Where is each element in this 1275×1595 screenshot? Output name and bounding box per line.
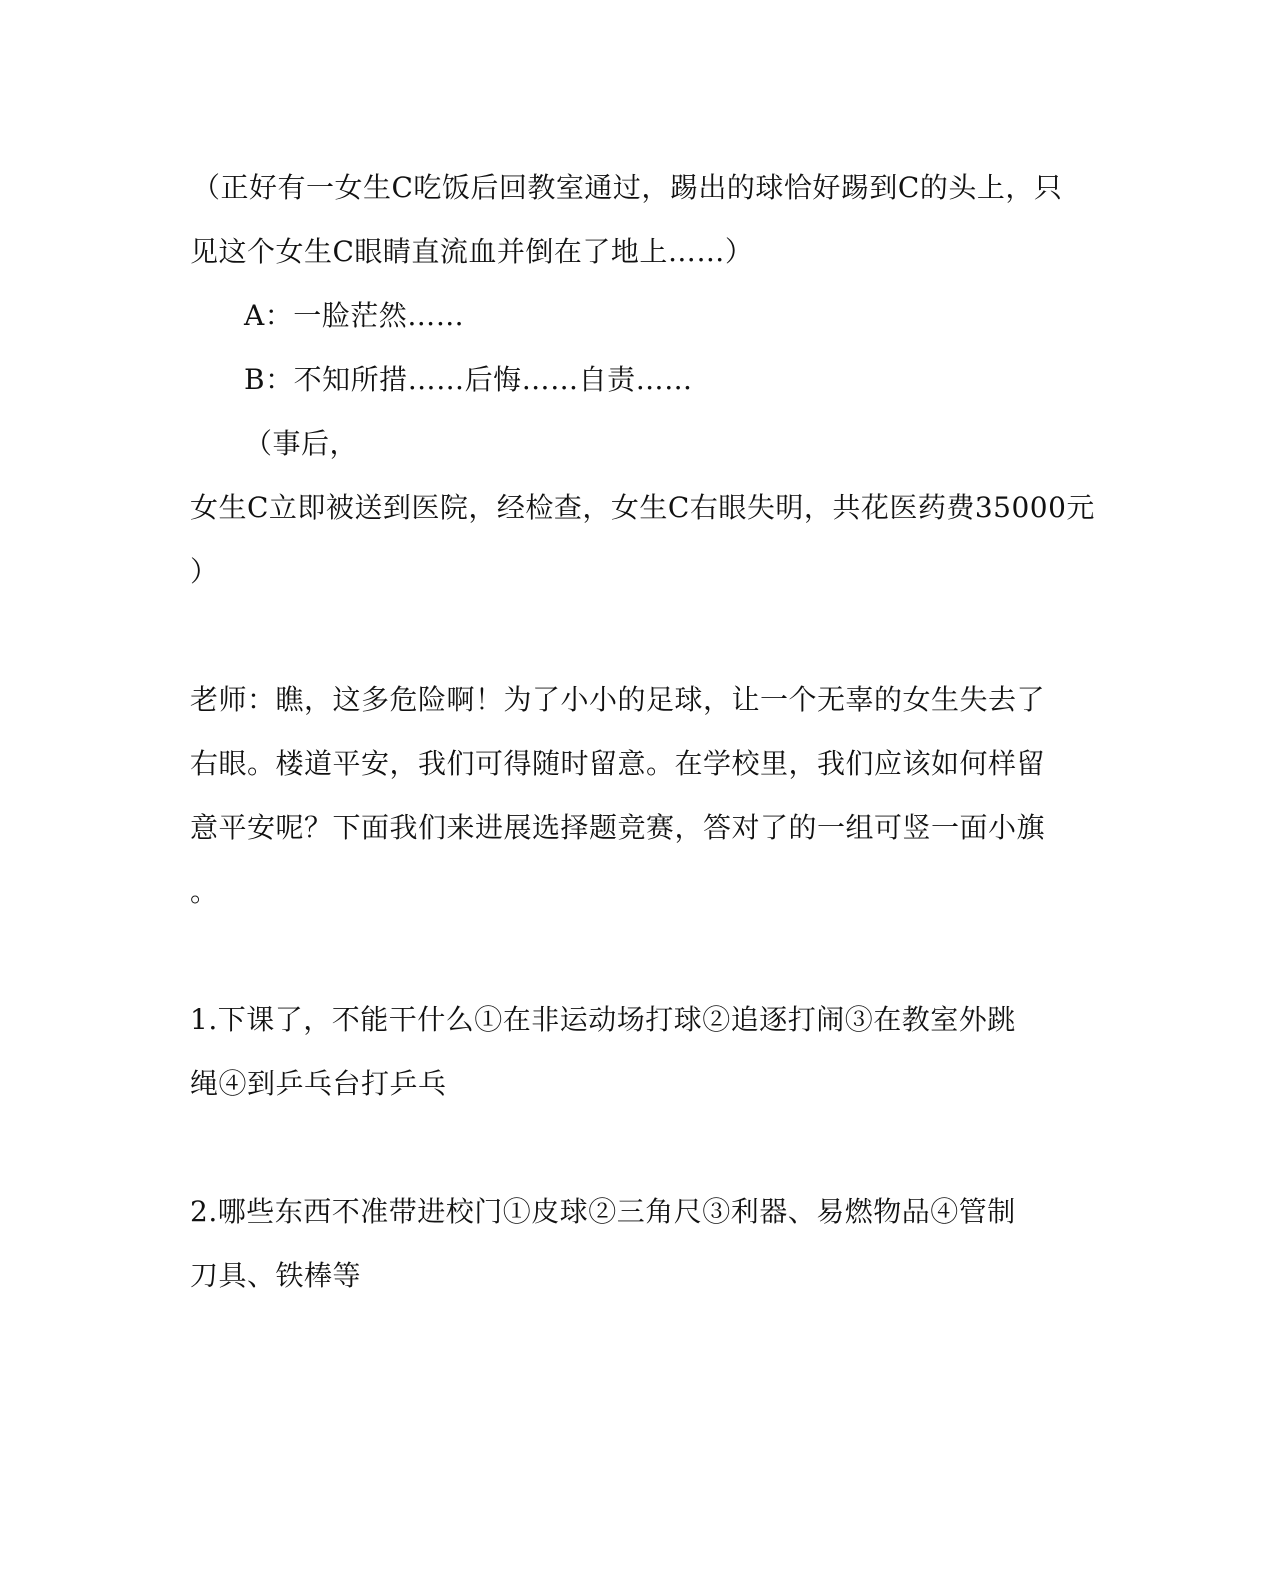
teacher-paragraph-line-1: 老师：瞧，这多危险啊！为了小小的足球，让一个无辜的女生失去了 <box>190 683 1046 716</box>
dialogue-a: A：一脸茫然…… <box>244 299 465 332</box>
teacher-paragraph-line-4: 。 <box>190 875 219 908</box>
question-2-line-2: 刀具、铁棒等 <box>190 1259 362 1292</box>
question-1-line-1: 1.下课了，不能干什么①在非运动场打球②追逐打闹③在教室外跳 <box>190 1003 1016 1036</box>
scene-paragraph-line-2: 见这个女生C眼睛直流血并倒在了地上……） <box>190 235 754 268</box>
question-1-line-2: 绳④到乒乓台打乒乓 <box>190 1067 447 1100</box>
teacher-paragraph-line-3: 意平安呢？下面我们来进展选择题竞赛，答对了的一组可竖一面小旗 <box>190 811 1046 844</box>
question-2-line-1: 2.哪些东西不准带进校门①皮球②三角尺③利器、易燃物品④管制 <box>190 1195 1016 1228</box>
aftermath-paragraph-line-3: ） <box>190 555 219 588</box>
teacher-paragraph-line-2: 右眼。楼道平安，我们可得随时留意。在学校里，我们应该如何样留 <box>190 747 1046 780</box>
dialogue-b: B：不知所措……后悔……自责…… <box>244 363 693 396</box>
scene-paragraph-line-1: （正好有一女生C吃饭后回教室通过，踢出的球恰好踢到C的头上，只 <box>192 171 1063 204</box>
aftermath-paragraph-line-1: （事后， <box>244 427 359 460</box>
aftermath-paragraph-line-2: 女生C立即被送到医院，经检查，女生C右眼失明，共花医药费35000元 <box>190 491 1095 524</box>
